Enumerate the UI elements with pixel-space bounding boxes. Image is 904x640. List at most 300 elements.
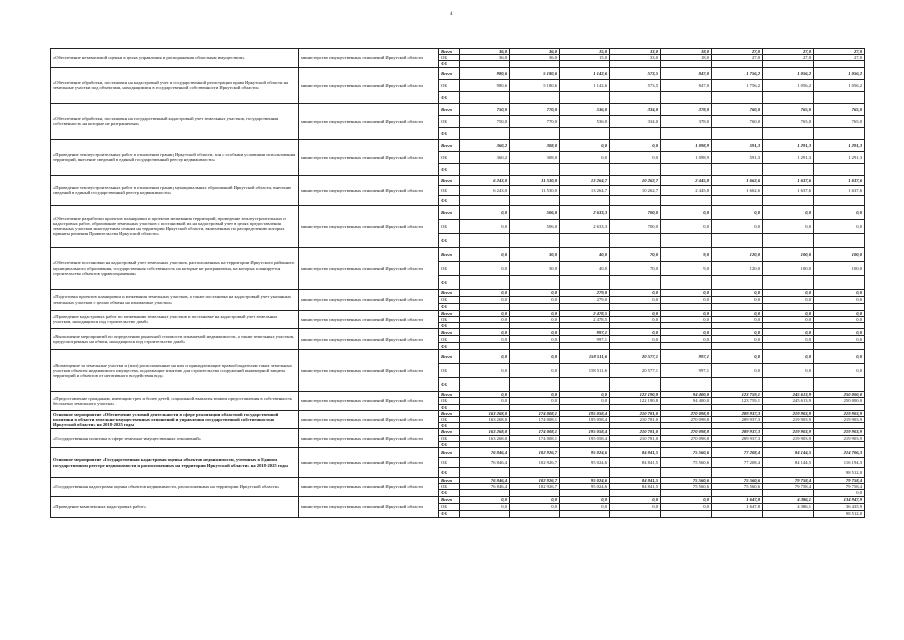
funding-source-label: ФБ xyxy=(439,404,460,410)
amount-cell: 506,0 xyxy=(510,219,560,233)
funding-source-label: Всего xyxy=(439,392,460,398)
responsible-executor: министерство имущественных отношений Иркутской области xyxy=(299,310,439,329)
responsible-executor: министерство имущественных отношений Иркутской области xyxy=(299,410,439,429)
amount-cell xyxy=(712,510,763,517)
amount-cell xyxy=(460,233,510,247)
amount-cell: 210 781,0 xyxy=(610,435,661,441)
amount-cell: 765,0 xyxy=(763,115,814,127)
amount-cell: 245 613,9 xyxy=(763,392,814,398)
amount-cell xyxy=(763,195,814,205)
amount-cell xyxy=(814,233,865,247)
funding-source-label: Всего xyxy=(439,329,460,336)
amount-cell xyxy=(560,233,610,247)
amount-cell: 0,0 xyxy=(460,296,510,303)
funding-source-label: ОБ xyxy=(439,435,460,441)
amount-cell: 70,0 xyxy=(610,247,661,261)
amount-cell: 536,0 xyxy=(560,115,610,127)
amount-cell xyxy=(510,163,560,175)
amount-cell xyxy=(460,343,510,350)
amount-cell: 0,0 xyxy=(610,496,661,503)
amount-cell xyxy=(510,378,560,392)
table-row xyxy=(51,289,865,296)
amount-cell: 0,0 xyxy=(460,398,510,404)
event-name: «Обеспечение разработки проектов планировки и проектов межевания территорий, проведение землеустроительных и кадастровых работ, образование земельных участков с постановкой их на кадастровый учет в целях предоставления земельных участков многодетным семьям на территории Иркутской области, включенных по распределению которых приняты решения Правительства Иркутской области» xyxy=(51,205,299,247)
amount-cell xyxy=(814,91,865,103)
amount-cell: 0,0 xyxy=(510,364,560,378)
amount-cell: 102 926,7 xyxy=(510,458,560,468)
amount-cell: 123 759,1 xyxy=(712,398,763,404)
amount-cell xyxy=(610,510,661,517)
amount-cell: 1 637,6 xyxy=(814,185,865,195)
amount-cell: 308,0 xyxy=(510,151,560,163)
amount-cell: 76 846,4 xyxy=(460,484,510,490)
amount-cell: 174 008,1 xyxy=(510,435,560,441)
funding-source-label: ОБ xyxy=(439,115,460,127)
event-name: «Государственная кадастровая оценка объектов недвижимости, расположенных на территории Иркутской области» xyxy=(51,478,299,497)
amount-cell: 27,0 xyxy=(814,49,865,55)
funding-source-label: ОБ xyxy=(439,151,460,163)
amount-cell: 20 577,1 xyxy=(610,350,661,364)
table-row xyxy=(51,103,865,115)
amount-cell: 0,0 xyxy=(763,364,814,378)
amount-cell xyxy=(460,195,510,205)
event-name: Основное мероприятие «Государственная кадастровая оценка объектов недвижимости, учтенных в Едином государственном реестре недвижимости и расположенных на территории Иркутской области» на 2018-2025 годы xyxy=(51,448,299,478)
amount-cell: 36 435,9 xyxy=(814,503,865,510)
amount-cell: 0,0 xyxy=(814,296,865,303)
funding-source-label: ОБ xyxy=(439,185,460,195)
amount-cell: 765,0 xyxy=(814,103,865,115)
table-row xyxy=(51,139,865,151)
amount-cell xyxy=(763,233,814,247)
amount-cell xyxy=(661,343,712,350)
event-name: «Проведение кадастровых работ по межеванию земельных участков и постановке на кадастровый учет земельных участков, находящихся под строительство дамб» xyxy=(51,310,299,329)
amount-cell xyxy=(610,127,661,139)
responsible-executor: министерство имущественных отношений Иркутской области xyxy=(299,350,439,392)
responsible-executor: министерство имущественных отношений Иркутской области xyxy=(299,175,439,205)
amount-cell: 5 180,6 xyxy=(510,79,560,91)
amount-cell: 270 098,8 xyxy=(661,429,712,435)
funding-source-label: ФБ xyxy=(439,233,460,247)
responsible-executor: министерство имущественных отношений Иркутской области xyxy=(299,139,439,175)
funding-source-label: ОБ xyxy=(439,503,460,510)
funding-source-label: Всего xyxy=(439,310,460,316)
amount-cell: 84 841,5 xyxy=(610,484,661,490)
amount-cell: 36,0 xyxy=(460,55,510,61)
funding-source-label: ОБ xyxy=(439,336,460,343)
amount-cell: 1 637,6 xyxy=(814,175,865,185)
funding-source-label: Всего xyxy=(439,247,460,261)
table-row xyxy=(51,329,865,336)
amount-cell: 0,0 xyxy=(460,336,510,343)
amount-cell: 27,0 xyxy=(763,49,814,55)
amount-cell: 0,0 xyxy=(560,392,610,398)
funding-source-label: ФБ xyxy=(439,343,460,350)
amount-cell: 0,0 xyxy=(712,350,763,364)
amount-cell: 1 098,9 xyxy=(661,139,712,151)
amount-cell: 0,0 xyxy=(460,261,510,275)
amount-cell xyxy=(661,127,712,139)
amount-cell: 0,0 xyxy=(814,316,865,322)
responsible-executor: министерство имущественных отношений Иркутской области xyxy=(299,429,439,448)
amount-cell xyxy=(560,91,610,103)
amount-cell: 9,0 xyxy=(661,261,712,275)
amount-cell: 250 000,0 xyxy=(814,392,865,398)
funding-source-label: ОБ xyxy=(439,364,460,378)
responsible-executor: министерство имущественных отношений Иркутской области xyxy=(299,448,439,478)
amount-cell: 98 512,0 xyxy=(814,468,865,478)
amount-cell: 289 937,3 xyxy=(712,429,763,435)
amount-cell: 0,0 xyxy=(560,398,610,404)
amount-cell xyxy=(560,343,610,350)
amount-cell xyxy=(510,275,560,289)
amount-cell: 0,0 xyxy=(460,247,510,261)
amount-cell: 98 512,0 xyxy=(814,510,865,517)
amount-cell: 334,0 xyxy=(610,103,661,115)
table-row xyxy=(51,350,865,364)
responsible-executor: министерство имущественных отношений Иркутской области xyxy=(299,103,439,139)
amount-cell: 0,0 xyxy=(814,336,865,343)
amount-cell: 0,0 xyxy=(661,296,712,303)
amount-cell xyxy=(763,303,814,310)
amount-cell: 0,0 xyxy=(763,316,814,322)
amount-cell xyxy=(712,195,763,205)
amount-cell: 1 291,3 xyxy=(763,139,814,151)
amount-cell: 591,3 xyxy=(712,151,763,163)
amount-cell: 997,1 xyxy=(560,329,610,336)
table-row xyxy=(51,67,865,79)
amount-cell: 79 758,4 xyxy=(763,484,814,490)
amount-cell: 79 758,4 xyxy=(814,478,865,484)
amount-cell xyxy=(610,468,661,478)
amount-cell: 0,0 xyxy=(610,503,661,510)
amount-cell: 79 758,4 xyxy=(814,484,865,490)
responsible-executor: министерство имущественных отношений Иркутской области xyxy=(299,329,439,350)
amount-cell: 102 926,7 xyxy=(510,448,560,458)
amount-cell: 0,0 xyxy=(610,139,661,151)
funding-source-label: Всего xyxy=(439,410,460,416)
amount-cell: 5 180,6 xyxy=(510,67,560,79)
amount-cell: 210 781,0 xyxy=(610,429,661,435)
amount-cell: 1 647,8 xyxy=(712,503,763,510)
amount-cell xyxy=(460,163,510,175)
amount-cell: 0,0 xyxy=(560,151,610,163)
funding-source-label: ОБ xyxy=(439,398,460,404)
event-name: «Обеспечение обработки, постановки на государственный кадастровый учет земельных участков, государственная собственность на которые не разграничена» xyxy=(51,103,299,139)
amount-cell: 9,0 xyxy=(661,247,712,261)
amount-cell: 102 926,7 xyxy=(510,478,560,484)
amount-cell xyxy=(712,343,763,350)
amount-cell: 100,0 xyxy=(763,247,814,261)
amount-cell: 11 530,0 xyxy=(510,185,560,195)
amount-cell: 765,0 xyxy=(763,103,814,115)
amount-cell xyxy=(460,275,510,289)
amount-cell: 279,0 xyxy=(560,289,610,296)
amount-cell: 219 903,9 xyxy=(763,435,814,441)
amount-cell: 75 560,6 xyxy=(712,484,763,490)
amount-cell: 270 098,8 xyxy=(661,410,712,416)
amount-cell: 0,0 xyxy=(460,289,510,296)
amount-cell xyxy=(661,91,712,103)
funding-source-label: ФБ xyxy=(439,195,460,205)
table-row xyxy=(51,448,865,458)
table-row xyxy=(51,496,865,503)
amount-cell xyxy=(661,275,712,289)
amount-cell: 79 758,4 xyxy=(763,478,814,484)
amount-cell: 75 560,6 xyxy=(712,478,763,484)
funding-source-label: ФБ xyxy=(439,423,460,429)
amount-cell: 33,0 xyxy=(610,49,661,55)
amount-cell: 0,0 xyxy=(661,329,712,336)
amount-cell: 1 662,6 xyxy=(712,185,763,195)
amount-cell: 1 662,6 xyxy=(712,175,763,185)
amount-cell: 0,0 xyxy=(460,350,510,364)
amount-cell xyxy=(610,195,661,205)
funding-source-label: ФБ xyxy=(439,275,460,289)
amount-cell xyxy=(510,91,560,103)
funding-source-label: ФБ xyxy=(439,163,460,175)
responsible-executor: министерство имущественных отношений Иркутской области xyxy=(299,392,439,411)
amount-cell xyxy=(814,127,865,139)
amount-cell xyxy=(814,195,865,205)
amount-cell: 219 903,9 xyxy=(763,417,814,423)
amount-cell: 195 058,4 xyxy=(560,435,610,441)
amount-cell: 308,0 xyxy=(510,139,560,151)
amount-cell xyxy=(610,163,661,175)
amount-cell xyxy=(610,378,661,392)
amount-cell: 0,0 xyxy=(763,336,814,343)
amount-cell xyxy=(510,468,560,478)
amount-cell: 2 445,8 xyxy=(661,185,712,195)
funding-source-label: ФБ xyxy=(439,378,460,392)
amount-cell: 100,0 xyxy=(814,247,865,261)
funding-source-label: Всего xyxy=(439,350,460,364)
amount-cell: 163 268,0 xyxy=(460,429,510,435)
amount-cell xyxy=(661,163,712,175)
amount-cell: 13 264,7 xyxy=(560,175,610,185)
amount-cell: 36,0 xyxy=(510,49,560,55)
funding-source-label: ОБ xyxy=(439,417,460,423)
amount-cell: 0,0 xyxy=(661,503,712,510)
amount-cell xyxy=(610,303,661,310)
amount-cell: 0,0 xyxy=(510,310,560,316)
amount-cell: 1 756,2 xyxy=(712,67,763,79)
amount-cell xyxy=(560,127,610,139)
amount-cell xyxy=(560,163,610,175)
amount-cell: 219 903,9 xyxy=(763,429,814,435)
amount-cell: 210 781,0 xyxy=(610,417,661,423)
amount-cell: 0,0 xyxy=(610,336,661,343)
amount-cell: 33,0 xyxy=(610,55,661,61)
amount-cell: 195 058,4 xyxy=(560,429,610,435)
amount-cell: 70,0 xyxy=(610,261,661,275)
amount-cell: 0,0 xyxy=(560,139,610,151)
amount-cell: 95 024,6 xyxy=(560,458,610,468)
amount-cell: 219 903,9 xyxy=(763,410,814,416)
amount-cell: 6 243,0 xyxy=(460,185,510,195)
amount-cell: 0,0 xyxy=(814,329,865,336)
amount-cell: 84 144,5 xyxy=(763,458,814,468)
table-row xyxy=(51,205,865,219)
amount-cell: 75 560,6 xyxy=(661,478,712,484)
funding-source-label: Всего xyxy=(439,478,460,484)
funding-source-label: ОБ xyxy=(439,458,460,468)
amount-cell: 0,0 xyxy=(610,296,661,303)
amount-cell: 1 056,2 xyxy=(814,67,865,79)
amount-cell: 0,0 xyxy=(712,289,763,296)
amount-cell: 750,0 xyxy=(460,115,510,127)
responsible-executor: министерство имущественных отношений Иркутской области xyxy=(299,247,439,289)
amount-cell: 0,0 xyxy=(814,205,865,219)
amount-cell: 0,0 xyxy=(763,329,814,336)
amount-cell xyxy=(460,468,510,478)
amount-cell: 10 262,7 xyxy=(610,185,661,195)
amount-cell: 0,0 xyxy=(610,289,661,296)
amount-cell: 0,0 xyxy=(763,350,814,364)
amount-cell: 279,0 xyxy=(560,296,610,303)
amount-cell: 0,0 xyxy=(510,329,560,336)
funding-table xyxy=(50,48,865,518)
amount-cell: 0,0 xyxy=(460,392,510,398)
amount-cell: 134 947,9 xyxy=(814,496,865,503)
event-name: «Подготовка проектов планировки и межевания земельных участков, а также постановка на кадастровый учет указанных земельных участков с целью обмена на изымаемые участки» xyxy=(51,289,299,310)
amount-cell: 760,0 xyxy=(712,115,763,127)
amount-cell: 289 937,3 xyxy=(712,417,763,423)
amount-cell xyxy=(661,468,712,478)
table-row xyxy=(51,247,865,261)
amount-cell: 750,0 xyxy=(460,103,510,115)
amount-cell: 84 841,5 xyxy=(610,458,661,468)
amount-cell xyxy=(712,233,763,247)
amount-cell: 289 937,3 xyxy=(712,410,763,416)
amount-cell xyxy=(610,233,661,247)
amount-cell: 210 781,0 xyxy=(610,410,661,416)
amount-cell: 0,0 xyxy=(510,289,560,296)
responsible-executor: министерство имущественных отношений Иркутской области xyxy=(299,478,439,497)
amount-cell: 219 903,9 xyxy=(814,429,865,435)
amount-cell xyxy=(712,378,763,392)
amount-cell: 2 633,3 xyxy=(560,219,610,233)
funding-source-label: ОБ xyxy=(439,261,460,275)
amount-cell: 0,0 xyxy=(560,503,610,510)
responsible-executor: министерство имущественных отношений Иркутской области xyxy=(299,67,439,103)
amount-cell: 0,0 xyxy=(460,329,510,336)
amount-cell: 76 846,4 xyxy=(460,448,510,458)
amount-cell: 506,0 xyxy=(510,205,560,219)
amount-cell: 0,0 xyxy=(712,205,763,219)
responsible-executor: министерство имущественных отношений Иркутской области xyxy=(299,49,439,68)
amount-cell xyxy=(814,163,865,175)
amount-cell xyxy=(763,91,814,103)
amount-cell: 0,0 xyxy=(460,205,510,219)
amount-cell: 219 903,9 xyxy=(814,417,865,423)
amount-cell: 0,0 xyxy=(510,296,560,303)
amount-cell: 997,1 xyxy=(661,364,712,378)
amount-cell: 123 759,1 xyxy=(712,392,763,398)
amount-cell: 214 706,3 xyxy=(814,448,865,458)
funding-source-label: Всего xyxy=(439,67,460,79)
amount-cell xyxy=(661,195,712,205)
event-name: «Предоставление гражданам, имеющим трех и более детей, социальной выплаты взамен предоставления в собственность бесплатно земельного участка» xyxy=(51,392,299,411)
amount-cell: 0,0 xyxy=(814,289,865,296)
amount-cell: 1 142,6 xyxy=(560,79,610,91)
amount-cell xyxy=(510,343,560,350)
amount-cell xyxy=(560,303,610,310)
amount-cell: 0,0 xyxy=(712,296,763,303)
amount-cell: 75 560,6 xyxy=(661,458,712,468)
amount-cell xyxy=(460,91,510,103)
amount-cell xyxy=(560,195,610,205)
amount-cell: 6 243,0 xyxy=(460,175,510,185)
funding-source-label: ФБ xyxy=(439,490,460,496)
amount-cell: 980,6 xyxy=(460,67,510,79)
amount-cell: 536,0 xyxy=(560,103,610,115)
amount-cell: 122 190,8 xyxy=(610,392,661,398)
amount-cell: 94 400,0 xyxy=(661,398,712,404)
amount-cell: 980,6 xyxy=(460,79,510,91)
amount-cell: 0,0 xyxy=(712,316,763,322)
amount-cell: 163 268,0 xyxy=(460,410,510,416)
amount-cell: 195 058,4 xyxy=(560,410,610,416)
amount-cell: 27,0 xyxy=(712,49,763,55)
amount-cell xyxy=(610,91,661,103)
amount-cell xyxy=(712,91,763,103)
amount-cell: 18,0 xyxy=(661,49,712,55)
amount-cell: 76 846,4 xyxy=(460,478,510,484)
amount-cell: 0,0 xyxy=(610,310,661,316)
amount-cell: 0,0 xyxy=(661,219,712,233)
amount-cell: 77 208,4 xyxy=(712,448,763,458)
amount-cell: 0,0 xyxy=(460,364,510,378)
amount-cell: 100,0 xyxy=(763,261,814,275)
amount-cell: 27,0 xyxy=(814,55,865,61)
amount-cell xyxy=(712,163,763,175)
event-name: «Выполнение мероприятий по определению рыночной стоимости изымаемой недвижимости, а также земельных участков, предусмотренных на обмен, находящихся под строительство дамб» xyxy=(51,329,299,350)
amount-cell: 1 291,3 xyxy=(814,151,865,163)
amount-cell: 0,0 xyxy=(814,310,865,316)
funding-source-label: ОБ xyxy=(439,484,460,490)
event-name: «Обеспечение независимой оценки в целях управления и распоряжения областным имуществом» xyxy=(51,49,299,68)
amount-cell: 0,0 xyxy=(712,329,763,336)
amount-cell xyxy=(712,127,763,139)
funding-source-label: Всего xyxy=(439,448,460,458)
amount-cell: 573,5 xyxy=(610,79,661,91)
amount-cell xyxy=(510,127,560,139)
funding-source-label: ОБ xyxy=(439,79,460,91)
amount-cell xyxy=(763,275,814,289)
amount-cell xyxy=(510,195,560,205)
amount-cell: 245 613,9 xyxy=(763,398,814,404)
amount-cell xyxy=(814,303,865,310)
amount-cell: 27,0 xyxy=(712,55,763,61)
amount-cell: 0,0 xyxy=(814,364,865,378)
amount-cell: 1 756,2 xyxy=(712,79,763,91)
responsible-executor: министерство имущественных отношений Иркутской области xyxy=(299,289,439,310)
amount-cell: 84 144,5 xyxy=(763,448,814,458)
amount-cell: 0,0 xyxy=(814,219,865,233)
amount-cell xyxy=(560,275,610,289)
amount-cell: 163 268,0 xyxy=(460,435,510,441)
amount-cell: 0,0 xyxy=(510,336,560,343)
amount-cell: 15,0 xyxy=(560,49,610,55)
funding-source-label: ОБ xyxy=(439,219,460,233)
amount-cell: 0,0 xyxy=(712,310,763,316)
amount-cell: 10 262,7 xyxy=(610,175,661,185)
funding-source-label: Всего xyxy=(439,49,460,55)
amount-cell: 0,0 xyxy=(510,350,560,364)
funding-source-label: Всего xyxy=(439,139,460,151)
amount-cell: 0,0 xyxy=(661,310,712,316)
amount-cell: 2 478,5 xyxy=(560,310,610,316)
